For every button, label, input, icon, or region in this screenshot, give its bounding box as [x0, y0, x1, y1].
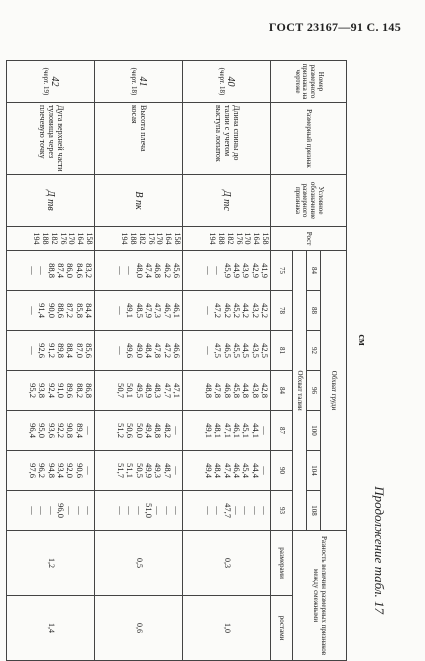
row-values: 42,8 43,8 44,8 45,8 46,8 47,8 48,8: [183, 371, 271, 411]
table-caption: Продолжение табл. 17: [372, 486, 387, 614]
row-values: 45,6 46,2 46,8 47,4 48,0 — —: [95, 251, 183, 291]
row-diff-heights: 1,4: [7, 596, 95, 661]
row-values: 47,1 47,7 48,3 48,9 49,5 50,1 50,7: [95, 371, 183, 411]
row-symbol: В пк: [95, 175, 183, 227]
row-symbol: Д тс: [183, 175, 271, 227]
row-heights: 158 164 170 176 182 188 194: [7, 227, 95, 251]
header-waist-group: Обхват талии: [293, 251, 307, 531]
header-waist: 90: [271, 451, 293, 491]
header-chest: 96: [307, 371, 321, 411]
header-diff-sizes: размерами: [271, 531, 293, 596]
header-chest: 88: [307, 291, 321, 331]
header-symbol: Условное обозначение размерного признака: [271, 175, 347, 227]
row-number: 42 (черт. 19): [7, 61, 95, 103]
row-values: 46,1 46,7 47,3 47,9 48,5 49,1 —: [95, 291, 183, 331]
header-waist: 81: [271, 331, 293, 371]
header-chest: 100: [307, 411, 321, 451]
header-chest-group: Обхват груди: [321, 251, 347, 531]
row-diff-sizes: 1,2: [7, 531, 95, 596]
header-waist: 84: [271, 371, 293, 411]
header-name: Размерный признак: [271, 103, 347, 175]
unit-label: см: [356, 334, 367, 346]
row-feature-name: Дуга верхней части туловища через плечевую точку: [7, 103, 95, 175]
header-waist: 93: [271, 491, 293, 531]
row-number: 40 (черт. 18): [183, 61, 271, 103]
header-chest: 108: [307, 491, 321, 531]
rotated-table-block: [27, 60, 387, 656]
row-feature-name: Высота плеча косая: [95, 103, 183, 175]
header-chest: 84: [307, 251, 321, 291]
page-header: ГОСТ 23167—91 С. 145: [268, 20, 401, 34]
header-height: Рост: [271, 227, 347, 251]
row-values: 86,8 88,2 89,6 91,0 92,4 93,8 95,2: [7, 371, 95, 411]
table-row: [95, 61, 183, 661]
row-heights: 158 164 170 176 182 188 194: [95, 227, 183, 251]
row-values: — 89,4 90,8 92,2 93,6 95,0 96,4: [7, 411, 95, 451]
row-values: 83,2 84,6 86,0 87,4 88,8 — —: [7, 251, 95, 291]
row-diff-heights: 1,0: [183, 596, 271, 661]
row-values: 42,2 43,2 44,2 45,2 46,2 47,2 —: [183, 291, 271, 331]
row-feature-name: Длина спины до талии с учетом выступа лопаток: [183, 103, 271, 175]
table-row: [7, 61, 95, 661]
header-chest: 92: [307, 331, 321, 371]
row-values: — 48,7 49,3 49,9 50,5 51,1 51,7: [95, 451, 183, 491]
row-values: — 48,2 48,8 49,4 50,0 50,6 51,2: [95, 411, 183, 451]
row-values: 46,6 47,2 47,8 48,4 49,0 49,6 —: [95, 331, 183, 371]
row-values: — 44,1 45,1 46,1 47,1 48,1 49,1: [183, 411, 271, 451]
header-waist: 78: [271, 291, 293, 331]
header-waist: 75: [271, 251, 293, 291]
header-waist: 87: [271, 411, 293, 451]
row-diff-sizes: 0,3: [183, 531, 271, 596]
header-chest: 104: [307, 451, 321, 491]
row-symbol: Д тв: [7, 175, 95, 227]
row-values: 85,6 87,0 88,4 89,8 91,2 92,6 —: [7, 331, 95, 371]
row-values: — — — — 47,7 — —: [183, 491, 271, 531]
row-values: — — — 96,0 — — —: [7, 491, 95, 531]
row-values: — 44,4 45,4 46,4 47,4 48,4 49,4: [183, 451, 271, 491]
row-values: — 90,6 92,0 93,4 94,8 96,2 97,6: [7, 451, 95, 491]
header-diff: Разность величин размерных признаков между смежными: [293, 531, 347, 661]
row-values: 84,4 85,8 87,2 88,6 90,0 91,4 —: [7, 291, 95, 331]
header-diff-heights: ростами: [271, 596, 293, 661]
table-row: [183, 61, 271, 661]
row-heights: 158 164 170 176 182 188 194: [183, 227, 271, 251]
row-diff-heights: 0,6: [95, 596, 183, 661]
measurement-table: [6, 60, 347, 661]
row-values: 41,9 42,9 43,9 44,9 45,9 — —: [183, 251, 271, 291]
row-values: 42,5 43,5 44,5 45,5 46,5 47,5 —: [183, 331, 271, 371]
row-diff-sizes: 0,5: [95, 531, 183, 596]
row-values: — — — 51,0 — — —: [95, 491, 183, 531]
header-num: Номер размерного признака на чертеже: [271, 61, 347, 103]
row-number: 41 (черт. 18): [95, 61, 183, 103]
